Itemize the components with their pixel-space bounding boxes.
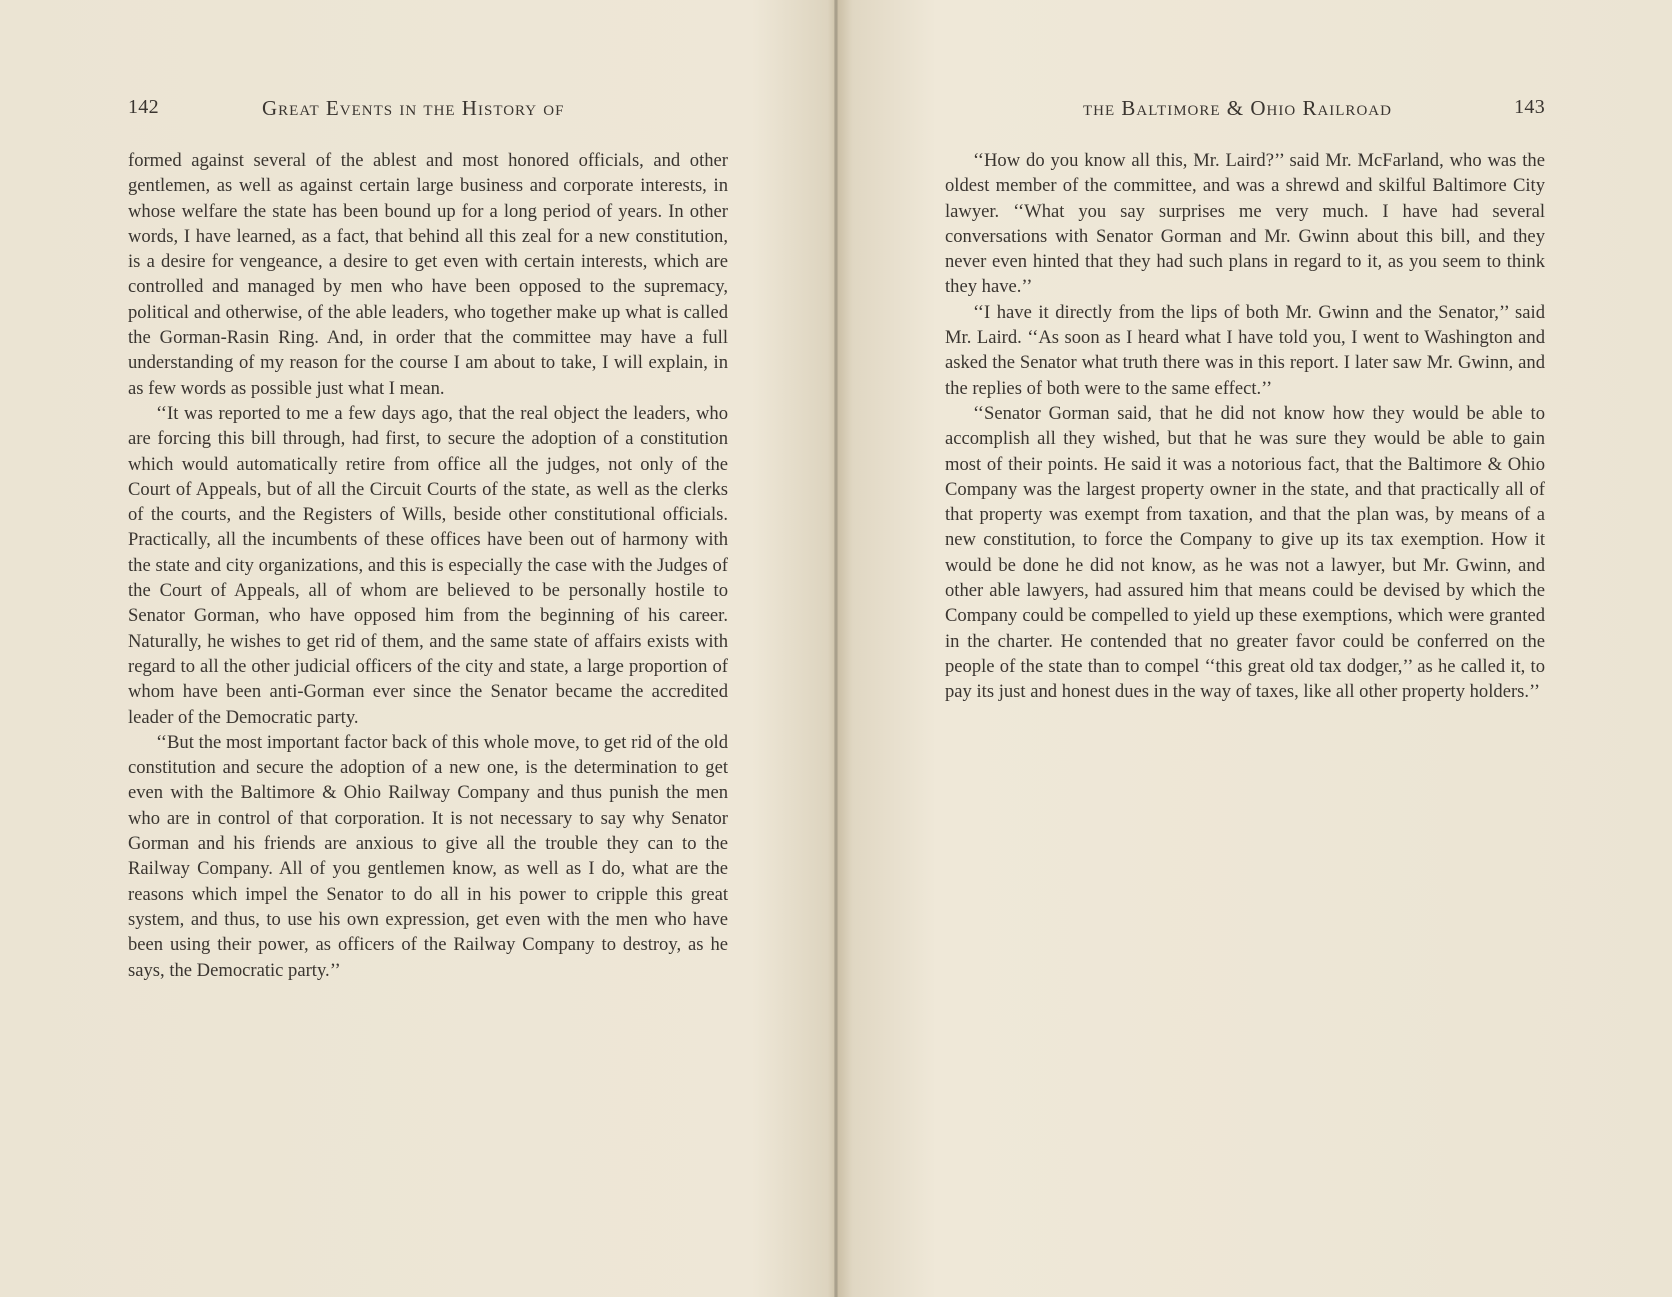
right-running-title: the Baltimore & Ohio Railroad [1083,96,1392,120]
right-body-text [945,148,1545,705]
book-gutter [834,0,838,1297]
left-running-title: Great Events in the History of [262,96,565,120]
right-page [945,0,1545,1297]
left-page-number: 142 [128,96,159,118]
left-paragraph-3: ‘‘But the most important factor back of this whole move, to get rid of the old constitution and secure the adoption of a new one, is the determination to get even with the Baltimore & Ohio Railway Company and thus punish the men who are in control of that corporation. It is not necessary to say why Senator Gorman and his friends are anxious to give all the trouble they can to the Railway Company. All of you gentlemen know, as well as I do, what are the reasons which impel the Senator to do all in his power to cripple this great system, and thus, to use his own expression, get even with the men who have been using their power, as officers of the Railway Company to destroy, as he says, the Democratic party.’’ [128,731,728,981]
left-paragraph-2: ‘‘It was reported to me a few days ago, that the real object the leaders, who are forcing this bill through, had first, to secure the adoption of a constitution which would automatically retire from office all the judges, not only of the Court of Appeals, but of all the Circuit Courts of the state, as well as the clerks of the courts, and the Registers of Wills, beside other constitutional officials. Practically, all the incumbents of these offices have been out of harmony with the state and city organizations, and this is especially the case with the Judges of the Court of Appeals, all of whom are believed to be personally hostile to Senator Gorman, who have opposed him from the beginning of his career. Naturally, he wishes to get rid of them, and the same state of affairs exists with regard to all the other judicial officers of the city and state, a large proportion of whom have been anti-Gorman ever since the Senator became the accredited leader of the Democratic party. [128,402,728,728]
right-paragraph-1: ‘‘How do you know all this, Mr. Laird?’’ said Mr. McFarland, who was the oldest member of the committee, and was a shrewd and skilful Baltimore City lawyer. ‘‘What you say surprises me very much. I have had several conversations with Senator Gorman and Mr. Gwinn about this bill, and they never even hinted that they had such plans in regard to it, as you seem to think they have.’’ [945,150,1545,298]
right-running-head [945,96,1545,124]
right-page-number: 143 [1514,96,1545,118]
left-body-text [128,148,728,983]
right-paragraph-3: ‘‘Senator Gorman said, that he did not know how they would be able to accomplish all they wished, but that he was sure they would be able to gain most of their points. He said it was a notorious fact, that the Baltimore & Ohio Company was the largest property owner in the state, and that practically all of that property was exempt from taxation, and that the plan was, by means of a new constitution, to force the Company to give up its tax exemption. How it would be done he did not know, as he was not a lawyer, but Mr. Gwinn, and other able lawyers, had assured him that means could be devised by which the Company could be compelled to yield up these exemptions, which were granted in the charter. He contended that no greater favor could be conferred on the people of the state than to compel ‘‘this great old tax dodger,’’ as he called it, to pay its just and honest dues in the way of taxes, like all other property holders.’’ [945,402,1545,703]
left-paragraph-1: formed against several of the ablest and most honored officials, and other gentlemen, as well as against certain large business and corporate interests, in whose welfare the state has been bound up for a long period of years. In other words, I have learned, as a fact, that behind all this zeal for a new constitution, is a desire for vengeance, a desire to get even with certain interests, which are controlled and managed by men who have been opposed to the supremacy, political and otherwise, of the able leaders, who together make up what is called the Gorman-Rasin Ring. And, in order that the committee may have a full understanding of my reason for the course I am about to take, I will explain, in as few words as possible just what I mean. [128,150,728,399]
left-page [128,0,728,1297]
left-running-head [128,96,728,124]
right-paragraph-2: ‘‘I have it directly from the lips of both Mr. Gwinn and the Senator,’’ said Mr. Laird. ‘‘As soon as I heard what I have told you, I went to Washington and asked the Senator what truth there was in this report. I later saw Mr. Gwinn, and the replies of both were to the same effect.’’ [945,301,1545,399]
